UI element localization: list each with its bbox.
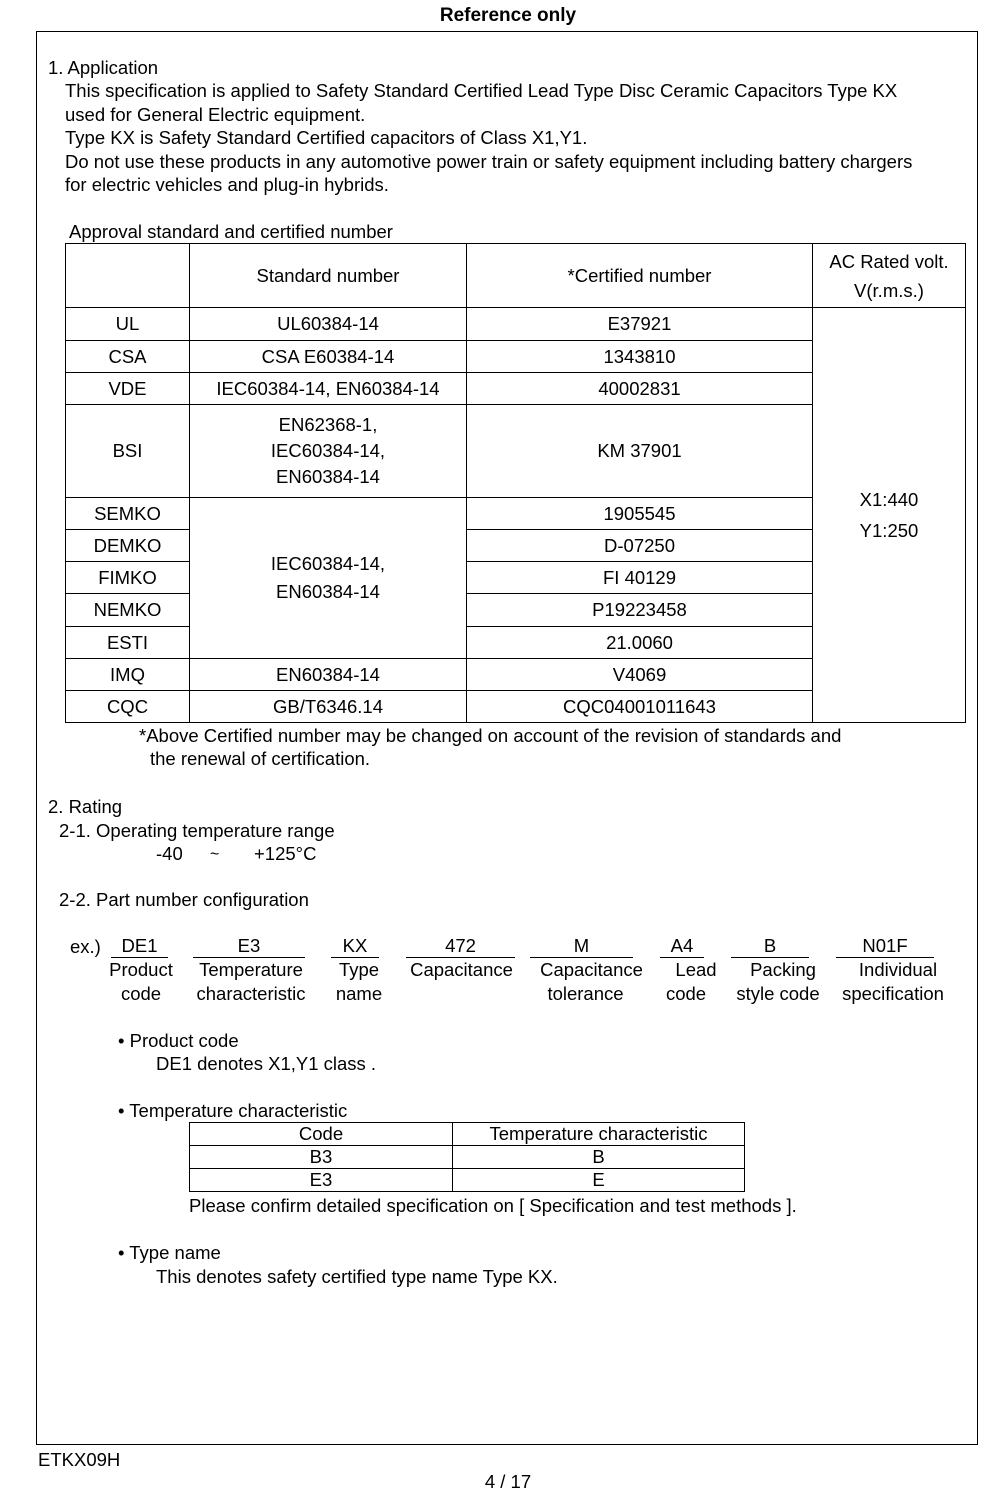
row-nemko-name: NEMKO <box>66 594 190 627</box>
pn-desc-product-l2: code <box>120 983 162 1004</box>
pn-desc-product-l1: Product <box>109 959 173 980</box>
ac-value-y1: Y1:250 <box>859 520 919 541</box>
pn-desc-individual <box>837 958 949 1006</box>
bsi-standard-line-2: IEC60384-14, <box>270 440 386 461</box>
row-csa-name: CSA <box>66 341 190 373</box>
ac-rated-values <box>813 308 966 723</box>
temp-char-title: • Temperature characteristic <box>118 1100 348 1121</box>
pn-code-tolerance <box>530 935 633 958</box>
bsi-standard-line-1: EN62368-1, <box>278 414 378 435</box>
row-csa-cert: 1343810 <box>467 341 813 373</box>
pn-desc-packing-l2: style code <box>736 983 820 1004</box>
temp-table-row-1-char: B <box>453 1146 745 1169</box>
pn-code-capacitance-text: 472 <box>406 935 515 958</box>
row-ul-cert: E37921 <box>467 308 813 341</box>
row-vde-cert: 40002831 <box>467 373 813 405</box>
section-application-heading: 1. Application <box>48 57 159 78</box>
row-demko-name: DEMKO <box>66 530 190 562</box>
nordic-standard-line-2: EN60384-14 <box>276 581 380 602</box>
pn-desc-tolerance-l1: Capacitance <box>540 959 643 980</box>
pn-code-individual <box>836 935 934 958</box>
row-imq-standard: EN60384-14 <box>190 659 467 691</box>
certified-note-line-1: *Above Certified number may be changed on account of the revision of standards and <box>139 725 842 746</box>
pn-code-tolerance-text: M <box>530 935 633 958</box>
pn-desc-individual-l2: specification <box>842 983 944 1004</box>
row-cqc-name: CQC <box>66 691 190 723</box>
pn-desc-capacitance <box>404 958 519 982</box>
temp-range-high: +125°C <box>254 843 317 864</box>
header-ac-rated-volt <box>813 244 966 308</box>
pn-code-lead <box>660 935 704 958</box>
row-vde-standard: IEC60384-14, EN60384-14 <box>190 373 467 405</box>
part-number-prefix: ex.) <box>70 936 101 957</box>
pn-desc-type <box>330 958 388 1006</box>
row-ul-name: UL <box>66 308 190 341</box>
row-imq-name: IMQ <box>66 659 190 691</box>
pn-desc-tolerance-l2: tolerance <box>547 983 624 1004</box>
pn-desc-type-l1: Type <box>338 959 380 980</box>
temp-table-header-code: Code <box>190 1123 453 1146</box>
pn-desc-tolerance <box>534 958 649 1006</box>
temp-range-low: -40 <box>156 843 183 864</box>
application-line-2: used for General Electric equipment. <box>65 104 366 125</box>
pn-code-product-text: DE1 <box>111 935 168 958</box>
row-ul-standard: UL60384-14 <box>190 308 467 341</box>
pn-desc-packing <box>731 958 825 1006</box>
row-semko-cert: 1905545 <box>467 498 813 530</box>
temp-table-header-char: Temperature characteristic <box>453 1123 745 1146</box>
pn-desc-product <box>103 958 179 1006</box>
ac-value-x1: X1:440 <box>859 489 919 510</box>
pn-desc-lead <box>659 958 725 1006</box>
pn-desc-lead-l2: code <box>665 983 707 1004</box>
row-cqc-standard: GB/T6346.14 <box>190 691 467 723</box>
section-rating-heading: 2. Rating <box>48 796 123 817</box>
pn-desc-lead-l1: Lead <box>675 959 717 980</box>
footer-page-number: 4 / 17 <box>484 1471 532 1492</box>
pn-code-lead-text: A4 <box>660 935 704 958</box>
row-esti-cert: 21.0060 <box>467 627 813 659</box>
row-fimko-name: FIMKO <box>66 562 190 594</box>
product-code-title: • Product code <box>118 1030 239 1051</box>
temp-table-row-2-code: E3 <box>190 1169 453 1192</box>
nordic-standard-line-1: IEC60384-14, <box>270 553 386 574</box>
pn-desc-temperature-l2: characteristic <box>196 983 306 1004</box>
pn-desc-capacitance-l1: Capacitance <box>410 959 513 980</box>
type-name-title: • Type name <box>118 1242 221 1263</box>
application-line-3: Type KX is Safety Standard Certified capacitors of Class X1,Y1. <box>65 127 588 148</box>
pn-desc-temperature-l1: Temperature <box>199 959 303 980</box>
pn-code-packing-text: B <box>731 935 809 958</box>
pn-code-capacitance <box>406 935 515 958</box>
row-demko-cert: D-07250 <box>467 530 813 562</box>
pn-code-type-text: KX <box>331 935 379 958</box>
footer-doc-code: ETKX09H <box>38 1449 121 1470</box>
pn-code-temperature-text: E3 <box>193 935 305 958</box>
row-vde-name: VDE <box>66 373 190 405</box>
pn-code-temperature <box>193 935 305 958</box>
row-cqc-cert: CQC04001011643 <box>467 691 813 723</box>
header-certified-number: *Certified number <box>467 244 813 308</box>
header-cell-blank <box>66 244 190 308</box>
application-line-5: for electric vehicles and plug-in hybrids. <box>65 174 389 195</box>
row-bsi-standard <box>190 405 467 498</box>
pn-desc-type-l2: name <box>335 983 383 1004</box>
pn-desc-temperature <box>190 958 312 1006</box>
row-bsi-cert: KM 37901 <box>467 405 813 498</box>
application-line-4: Do not use these products in any automotive power train or safety equipment including battery chargers <box>65 151 913 172</box>
approval-standard-table <box>65 243 966 723</box>
pn-code-product <box>111 935 168 958</box>
row-nemko-cert: P19223458 <box>467 594 813 627</box>
pn-code-type <box>331 935 379 958</box>
temp-char-table <box>189 1122 745 1192</box>
product-code-text: DE1 denotes X1,Y1 class . <box>156 1053 377 1074</box>
header-standard-number: Standard number <box>190 244 467 308</box>
row-semko-name: SEMKO <box>66 498 190 530</box>
nordic-standard-cell <box>190 498 467 659</box>
pn-code-individual-text: N01F <box>836 935 934 958</box>
header-ac-line-2: V(r.m.s.) <box>854 279 924 301</box>
row-bsi-name: BSI <box>66 405 190 498</box>
temp-table-row-2-char: E <box>453 1169 745 1192</box>
pn-code-packing <box>731 935 809 958</box>
application-line-1: This specification is applied to Safety Standard Certified Lead Type Disc Ceramic Capacitors Type KX <box>65 80 898 101</box>
certified-note-line-2: the renewal of certification. <box>150 748 371 769</box>
pn-desc-packing-l1: Packing <box>750 959 816 980</box>
header-ac-line-1: AC Rated volt. <box>829 250 949 272</box>
type-name-text: This denotes safety certified type name Type KX. <box>156 1266 558 1287</box>
row-imq-cert: V4069 <box>467 659 813 691</box>
page-header-title: Reference only <box>439 5 577 26</box>
row-csa-standard: CSA E60384-14 <box>190 341 467 373</box>
temp-char-note: Please confirm detailed specification on [ Specification and test methods ]. <box>189 1195 797 1216</box>
pn-desc-individual-l1: Individual <box>858 959 938 980</box>
row-esti-name: ESTI <box>66 627 190 659</box>
row-fimko-cert: FI 40129 <box>467 562 813 594</box>
approval-table-caption: Approval standard and certified number <box>69 221 393 242</box>
temp-range-heading: 2-1. Operating temperature range <box>59 820 335 841</box>
part-number-heading: 2-2. Part number configuration <box>59 889 309 910</box>
temp-table-row-1-code: B3 <box>190 1146 453 1169</box>
bsi-standard-line-3: EN60384-14 <box>276 466 380 487</box>
temp-range-separator: ~ <box>210 846 220 863</box>
